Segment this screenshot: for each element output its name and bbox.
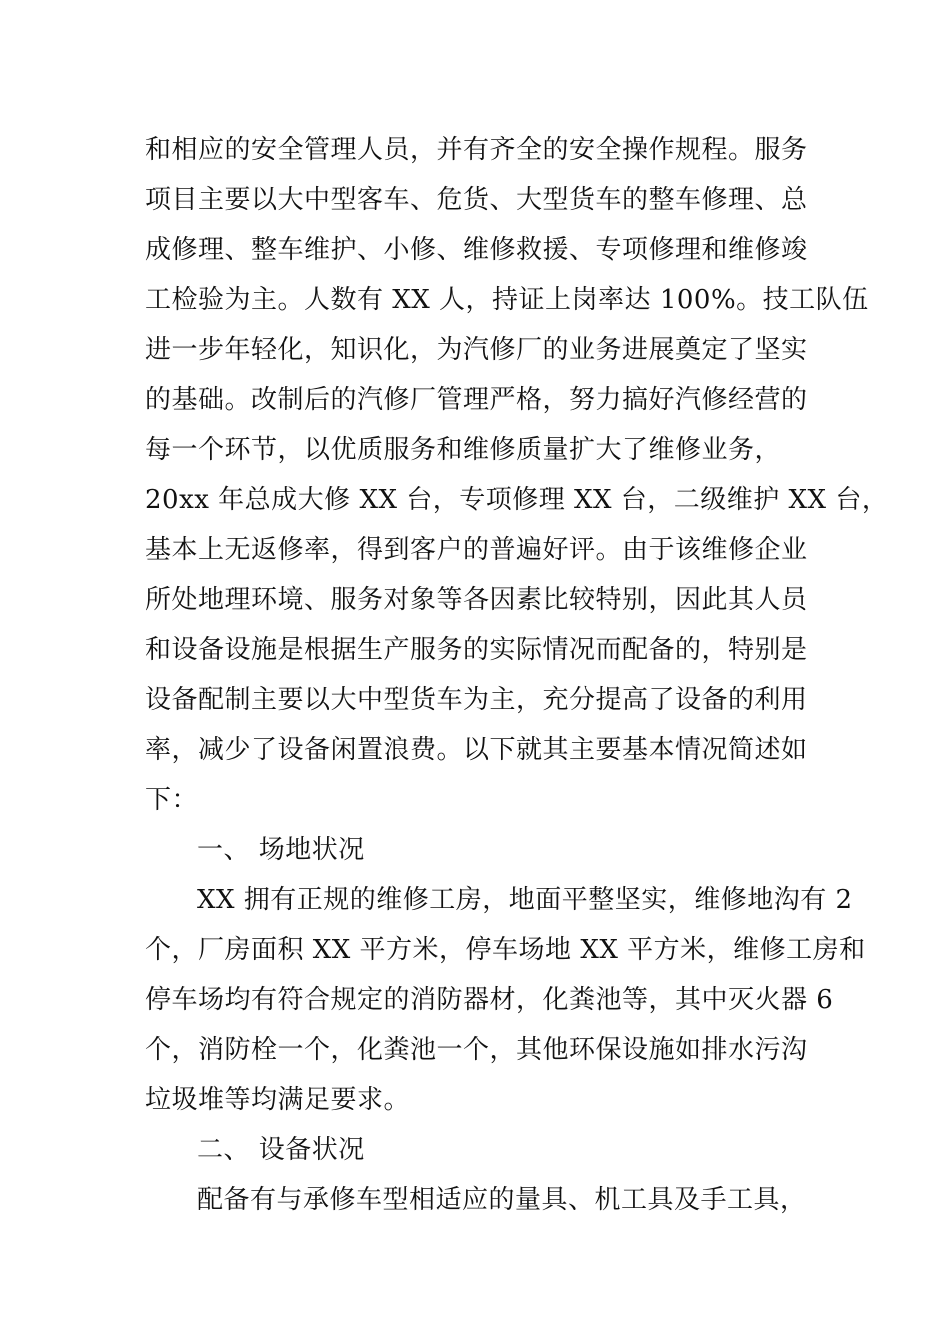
text-line: 项目主要以大中型客车、危货、大型货车的整车修理、总 (145, 185, 808, 215)
text-line: 成修理、整车维护、小修、维修救援、专项修理和维修竣 (145, 235, 808, 265)
text-line: 和设备设施是根据生产服务的实际情况而配备的，特别是 (145, 635, 808, 665)
text-line: 基本上无返修率，得到客户的普遍好评。由于该维修企业 (145, 535, 808, 565)
section-heading-equipment: 二、 设备状况 (197, 1135, 365, 1165)
text-line: 和相应的安全管理人员，并有齐全的安全操作规程。服务 (145, 135, 808, 165)
text-line: XX 拥有正规的维修工房，地面平整坚实，维修地沟有 2 (197, 885, 853, 915)
text-line: 率，减少了设备闲置浪费。以下就其主要基本情况简述如 (145, 735, 808, 765)
text-line: 20xx 年总成大修 XX 台，专项修理 XX 台，二级维护 XX 台， (145, 485, 889, 515)
text-line: 设备配制主要以大中型货车为主，充分提高了设备的利用 (145, 685, 808, 715)
text-line: 个，消防栓一个，化粪池一个，其他环保设施如排水污沟 (145, 1035, 808, 1065)
text-line: 的基础。改制后的汽修厂管理严格，努力搞好汽修经营的 (145, 385, 808, 415)
text-line: 工检验为主。人数有 XX 人，持证上岗率达 100%。技工队伍 (145, 285, 869, 315)
text-line: 垃圾堆等均满足要求。 (145, 1085, 411, 1115)
text-line: 停车场均有符合规定的消防器材，化粪池等，其中灭火器 6 (145, 985, 834, 1015)
text-line: 个，厂房面积 XX 平方米，停车场地 XX 平方米，维修工房和 (145, 935, 866, 965)
section-heading-site: 一、 场地状况 (197, 835, 365, 865)
text-line: 下： (145, 785, 199, 815)
text-line: 所处地理环境、服务对象等各因素比较特别，因此其人员 (145, 585, 808, 615)
text-line: 进一步年轻化，知识化，为汽修厂的业务进展奠定了坚实 (145, 335, 808, 365)
document-body (145, 125, 889, 1225)
text-line: 每一个环节，以优质服务和维修质量扩大了维修业务， (145, 435, 782, 465)
text-line: 配备有与承修车型相适应的量具、机工具及手工具， (197, 1185, 807, 1215)
